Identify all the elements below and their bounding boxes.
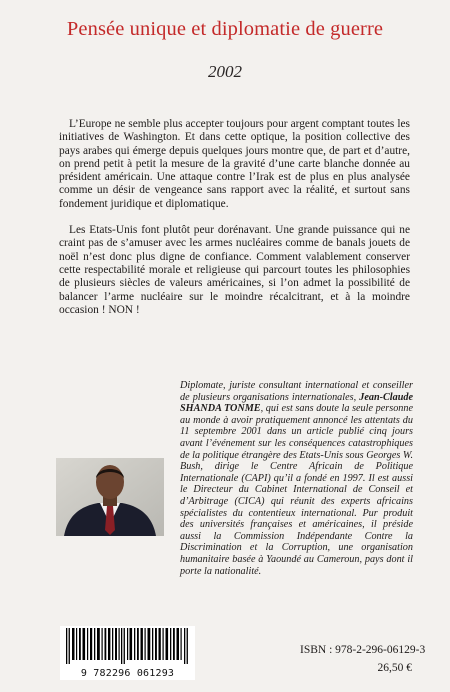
price: 26,50 € <box>377 662 412 674</box>
isbn: ISBN : 978-2-296-06129-3 <box>300 644 426 656</box>
paragraph-1: L’Europe ne semble plus accepter toujours pour argent comptant toutes les initiatives de Washington. Et dans cette optique, la position collective des pays arabes qui émerge depuis quelques jours montre que, de part et d’autre, on prend petit à petit la mesure de la gravité d’une carte blanche donnée au président américain. Une attaque contre l’Irak est de plus en plus analysée comme un désir de vengeance sans rapport avec la réalité, et surtout sans fondement juridique et diplomatique. <box>59 118 410 210</box>
publication-year: 2002 <box>208 62 242 81</box>
barcode-bars <box>66 628 190 664</box>
back-cover-text <box>59 118 410 317</box>
bio-rest: , qui est sans doute la seule personne au monde à avoir pratiquement annoncé les attentats du 11 septembre 2001 dans un article publié cinq jours avant l’événement sur les conséquences catastrophiques de la politique étrangère des Etats-Unis sous Georges W. Bush, dirige le Centre Africain de Politique Internationale (CAPI) qu’il a fondé en 1997. Il est aussi le Directeur du Cabinet International de Conseil et d’Arbitrage (CICA) qui réunit des experts africains spécialistes du contentieux international. Pur produit des universités françaises et américaines, il préside aussi la Commission Indépendante Contre la Discrimination et la Corruption, une organisation humanitaire basée à Yaoundé au Cameroun, pays dont il porte la nationalité. <box>180 403 413 577</box>
barcode-digits: 9 782296 061293 <box>80 668 175 679</box>
author-photo <box>56 458 164 536</box>
bio-intro: Diplomate, juriste consultant international et conseiller de plusieurs organisations internationales, <box>180 380 413 403</box>
author-bio <box>180 380 413 577</box>
book-title: Pensée unique et diplomatie de guerre <box>66 18 384 40</box>
author-name: Jean-Claude SHANDA TONME <box>180 391 414 415</box>
barcode <box>60 626 195 680</box>
paragraph-2: Les Etats-Unis font plutôt peur dorénavant. Une grande puissance qui ne craint pas de s’amuser avec les armes nucléaires comme de banals jouets de noël n’est donc plus digne de confiance. Comment valablement conserver cette respectabilité morale et religieuse qui parcourt toutes les philosophies de plusieurs siècles de valeurs américaines, si l’on admet la possibilité de balancer l’arme nucléaire sur le moindre récalcitrant, et à la moindre occasion ! NON ! <box>59 224 410 316</box>
